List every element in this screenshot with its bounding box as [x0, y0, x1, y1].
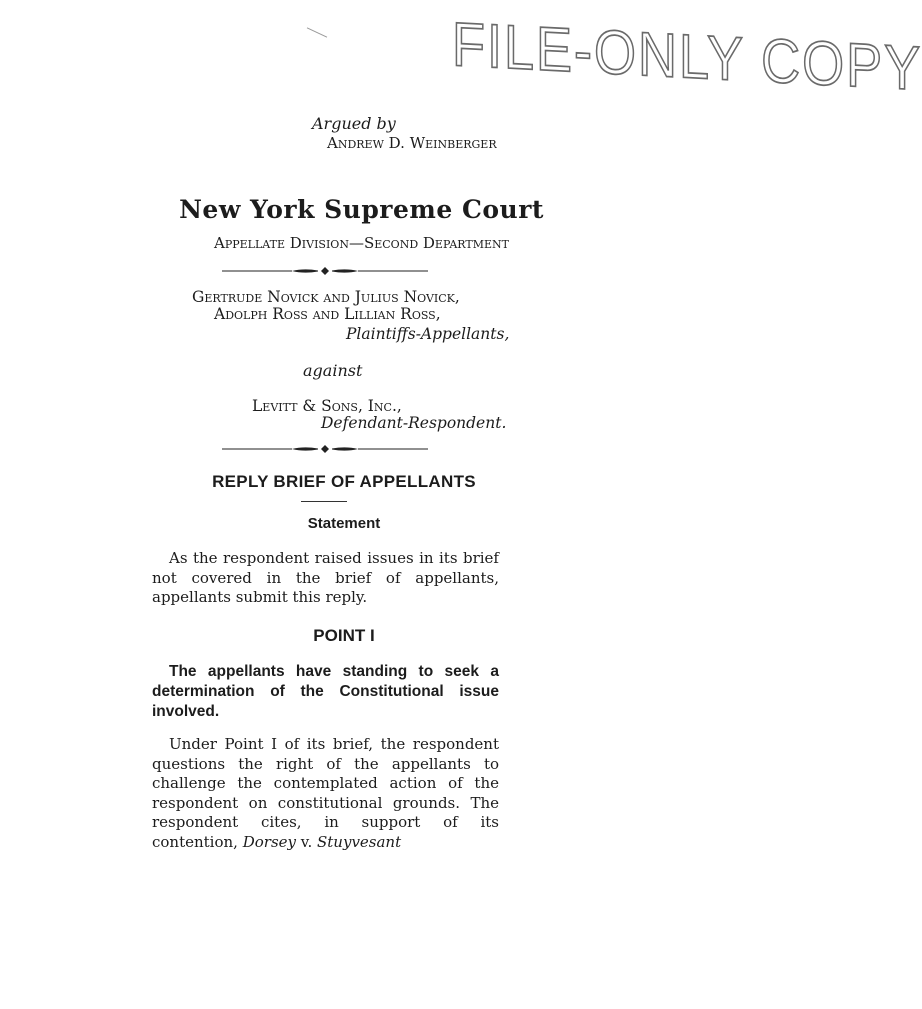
- plaintiffs-line-1: Gertrude Novick and Julius Novick,: [192, 288, 460, 306]
- statement-heading: Statement: [307, 515, 381, 532]
- statement-paragraph: As the respondent raised issues in its brief not covered in the brief of appellants, appellants submit this reply.: [152, 549, 499, 606]
- argued-by-name: Andrew D. Weinberger: [327, 134, 497, 152]
- court-name: New York Supreme Court: [179, 195, 544, 224]
- stray-mark: [307, 27, 327, 37]
- case-name-1: Dorsey: [242, 832, 296, 851]
- defendant-name: Levitt & Sons, Inc.,: [252, 397, 402, 415]
- brief-title: REPLY BRIEF OF APPELLANTS: [212, 472, 476, 491]
- point-summary: The appellants have standing to seek a determination of the Constitutional issue involved.: [152, 663, 499, 720]
- ornament-divider-top: [222, 266, 428, 276]
- body-paragraph: [152, 735, 499, 852]
- file-only-copy-stamp: FILE-ONLY COPY: [452, 10, 922, 104]
- heading-rule: [301, 501, 347, 502]
- against-label: against: [303, 361, 363, 380]
- plaintiffs-role: Plaintiffs-Appellants,: [346, 325, 510, 343]
- point-heading: POINT I: [313, 626, 375, 645]
- division-name: Appellate Division—Second Department: [214, 234, 509, 252]
- plaintiffs-line-2: Adolph Ross and Lillian Ross,: [214, 305, 441, 323]
- argued-by-label: Argued by: [312, 114, 396, 133]
- case-versus: v.: [296, 832, 317, 851]
- defendant-role: Defendant-Respondent.: [321, 414, 507, 432]
- ornament-divider-bottom: [222, 444, 428, 454]
- body-text: Under Point I of its brief, the respondent questions the right of the appellants to challenge the contemplated action of the respondent on constitutional grounds. The respondent cites, in support of its contention,: [152, 735, 499, 851]
- case-name-2: Stuyvesant: [317, 832, 402, 851]
